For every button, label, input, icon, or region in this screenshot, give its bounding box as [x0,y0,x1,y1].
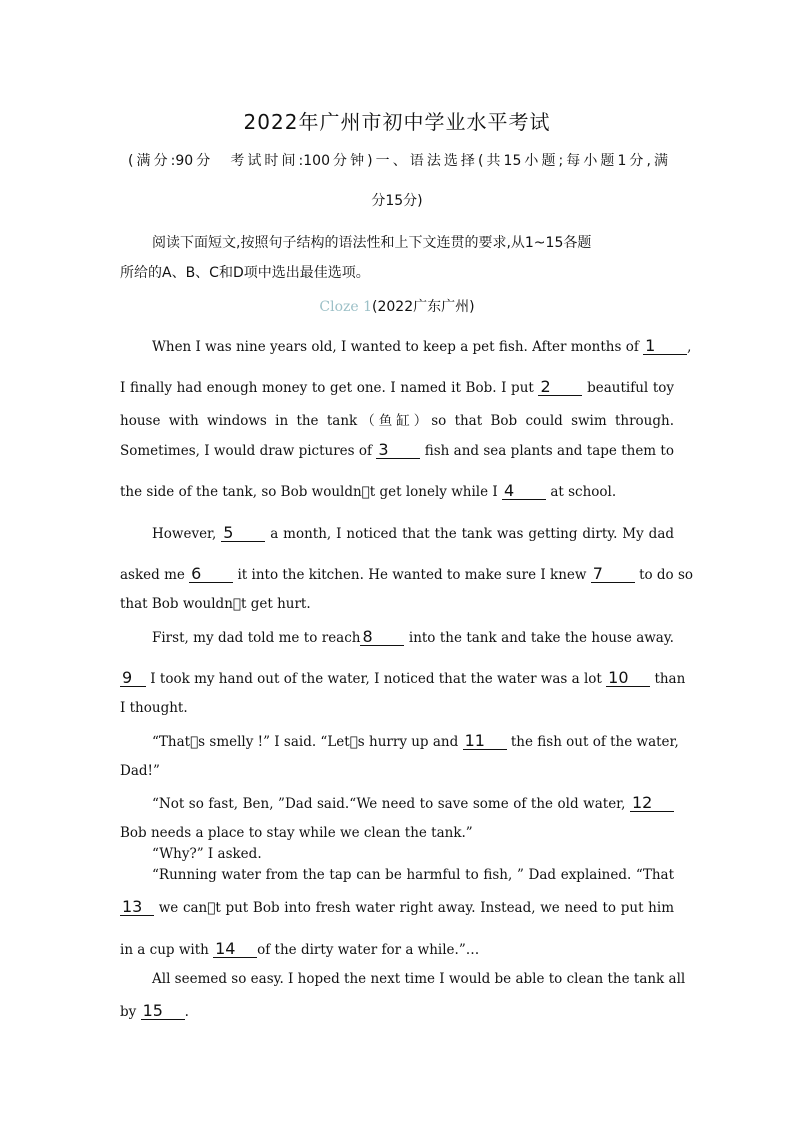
passage-line [120,941,674,958]
passage-text: “That s smelly !” I said. “Let s hurry up and [152,734,459,750]
passage-line [120,379,674,396]
passage-text: at school. [550,484,617,500]
passage-line: “Running water from the tap can be harmful to fish, ” Dad explained. “That [152,867,674,883]
passage-line [120,795,674,812]
passage-line: Bob needs a place to stay while we clean the tank.” [120,825,473,841]
passage-text: to do so [639,567,694,583]
passage-text: Sometimes, I would draw pictures of [120,443,373,459]
passage-line [120,525,674,542]
passage-text: fish and sea plants and tape them to [424,443,674,459]
passage-text: I took my hand out of the water, I noticed that the water was a lot [150,671,602,687]
blank-2[interactable]: 2 [538,379,582,396]
passage-line [120,564,694,583]
page-title: 2022年广州市初中学业水平考试 [243,110,551,134]
passage-line [120,899,674,916]
passage-text: . [184,1004,189,1020]
passage-text: a month, I noticed that the tank was getting dirty. My dad [270,526,675,542]
passage-text: beautiful toy [587,380,674,396]
passage-text: by [120,1004,137,1020]
passage-text: of the dirty water for a while.”… [257,942,480,958]
cloze-label: Cloze 1 [319,299,373,315]
blank-8[interactable]: 8 [360,629,404,646]
passage-line: “Why?” I asked. [152,846,262,862]
passage-line [120,731,679,750]
blank-11[interactable]: 11 [463,733,507,750]
passage-line [120,629,674,646]
cloze-heading [0,296,794,316]
blank-15[interactable]: 15 [141,1003,185,1020]
passage-text: into the tank and take the house away. [408,630,674,646]
passage-text: the side of the tank, so Bob wouldn t get lonely while I [120,484,498,500]
blank-14[interactable]: 14 [213,941,257,958]
passage-line: house with windows in the tank（鱼缸）so that Bob could swim through. [120,413,674,429]
blank-5[interactable]: 5 [221,525,265,542]
passage-text: , [687,339,692,355]
passage-text: than [654,671,686,687]
blank-6[interactable]: 6 [189,566,233,583]
passage-text: it into the kitchen. He wanted to make sure I knew [237,567,587,583]
passage-text: asked me [120,567,185,583]
blank-9[interactable]: 9 [120,670,146,687]
blank-3[interactable]: 3 [376,442,420,459]
instructions-line-1: 阅读下面短文,按照句子结构的语法性和上下文连贯的要求,从1~15各题 [152,235,592,251]
blank-12[interactable]: 12 [630,795,674,812]
passage-line [120,1003,674,1020]
blank-7[interactable]: 7 [591,566,635,583]
cloze-source: (2022广东广州) [372,299,475,315]
passage-text: I finally had enough money to get one. I named it Bob. I put [120,380,534,396]
blank-1[interactable]: 1 [643,338,687,355]
blank-4[interactable]: 4 [502,483,546,500]
instructions-line-2: 所给的A、B、C和D项中选出最佳选项。 [120,265,370,281]
passage-text: However, [152,526,217,542]
passage-text: “Not so fast, Ben, ”Dad said.“We need to save some of the old water, [152,796,626,812]
passage-line: that Bob wouldn t get hurt. [120,596,311,612]
blank-13[interactable]: 13 [120,899,154,916]
passage-text: the fish out of the water, [510,734,679,750]
passage-line: Dad!” [120,763,160,779]
passage-text: First, my dad told me to reach [152,630,361,646]
passage-line [120,483,674,500]
passage-line [120,442,674,459]
blank-10[interactable]: 10 [606,670,650,687]
passage-text: in a cup with [120,942,209,958]
passage-text: When I was nine years old, I wanted to keep a pet fish. After months of [152,339,639,355]
exam-subtitle-line-2: 分15分) [371,193,423,209]
passage-line [120,668,686,687]
passage-line [120,336,692,355]
passage-line: I thought. [120,700,188,716]
passage-text: we can t put Bob into fresh water right away. Instead, we need to put him [158,900,674,916]
passage-line: All seemed so easy. I hoped the next time I would be able to clean the tank all [152,971,686,987]
exam-subtitle-line-1: (满分:90分 考试时间:100分钟)一、语法选择(共15小题;每小题1分,满 [128,153,668,169]
